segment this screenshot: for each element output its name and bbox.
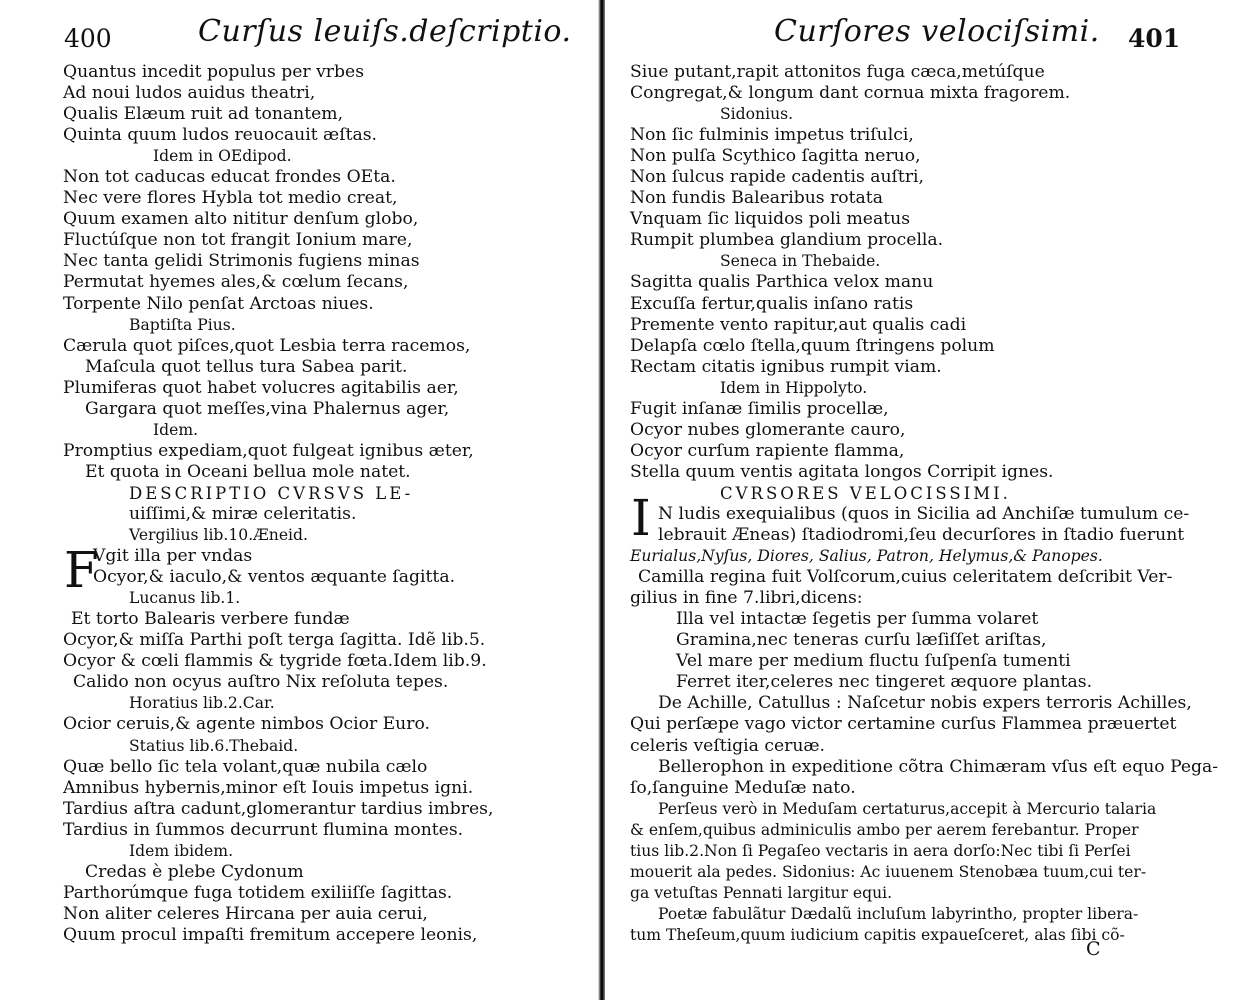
text-line: Nec vere flores Hybla tot medio creat, [63,188,398,209]
text-line: & enſem,quibus adminiculis ambo per aerem ferebantur. Proper [630,820,1139,839]
text-line: Calido non ocyus auſtro Nix reſoluta tepes. [73,672,449,693]
text-line: ga vetuſtas Pennati largitur equi. [630,883,893,902]
text-line: Quum procul impaſti fremitum accepere leonis, [63,924,478,945]
left-page [0,0,600,1000]
text-line: Credas è plebe Cydonum [85,861,304,882]
text-line: Torpente Nilo penſat Arctoas niues. [63,293,374,314]
text-line: Fluctúſque non tot frangit Ionium mare, [63,230,413,251]
text-line: Non fundis Balearibus rotata [630,188,883,209]
left-header [0,14,600,64]
text-line: Non pulſa Scythico ſagitta neruo, [630,146,921,167]
text-line: Rectam citatis ignibus rumpit viam. [630,356,942,377]
source-heading: Lucanus lib.1. [129,589,241,608]
text-line: Vel mare per medium fluctu ſuſpenſa tumenti [676,651,1071,672]
text-line: Quæ bello ſic tela volant,quæ nubila cælo [63,756,428,777]
source-heading: Idem in Hippolyto. [720,378,868,397]
text-line: Non aliter celeres Hircana per auia cerui, [63,903,428,924]
text-line: Non tot caducas educat frondes OEta. [63,167,396,188]
source-heading: Baptiſta Pius. [129,315,236,334]
text-line: Ferret iter,celeres nec tingeret æquore plantas. [676,672,1093,693]
text-line: Ocyor curſum rapiente flamma, [630,440,905,461]
text-line: Premente vento rapitur,aut qualis cadi [630,314,967,335]
text-line: Stella quum ventis agitata longos Corripit ignes. [630,461,1054,482]
text-line: celeris veſtigia ceruæ. [630,735,826,756]
text-line: Maſcula quot tellus tura Sabea parit. [85,356,408,377]
text-line: Qualis Elæum ruit ad tonantem, [63,104,344,125]
text-line: Ocyor & cœli flammis & tygride fœta.Idem lib.9. [63,651,487,672]
book-gutter [598,0,605,1000]
text-line: Illa vel intactæ ſegetis per ſumma volaret [676,609,1039,630]
text-line: Rumpit plumbea glandium procella. [630,230,944,251]
text-line: Eurialus,Nyſus, Diores, Salius, Patron, Helymus,& Panopes. [630,547,1103,566]
section-heading: DESCRIPTIO CVRSVS LE- [129,483,414,503]
text-line: Ad noui ludos auidus theatri, [63,83,316,104]
source-heading: Idem ibidem. [129,841,234,860]
source-heading: Vergilius lib.10.Æneid. [129,526,308,545]
text-line: Gramina,nec teneras curſu læſiſſet ariſtas, [676,630,1047,651]
text-line: De Achille, Catullus : Naſcetur nobis expers terroris Achilles, [658,693,1192,714]
text-line: tum Theſeum,quum iudicium capitis expaueſceret, alas ſibi cõ- [630,925,1125,944]
right-page-number: 401 [1128,24,1181,53]
text-line: Qui perſæpe vago victor certamine curſus Flammea præuertet [630,714,1177,735]
text-line: Perſeus verò in Meduſam certaturus,accepit à Mercurio talaria [658,799,1157,818]
text-line: Siue putant,rapit attonitos fuga cæca,metúſque [630,62,1045,82]
right-header [606,14,1235,64]
section-heading-cont: uiſſimi,& miræ celeritatis. [129,503,357,524]
text-line: Ocior ceruis,& agente nimbos Ocior Euro. [63,714,430,735]
text-line: Camilla regina fuit Volſcorum,cuius celeritatem deſcribit Ver- [638,567,1173,588]
text-line: Excuſſa fertur,qualis inſano ratis [630,293,914,314]
text-line: mouerit ala pedes. Sidonius: Ac iuuenem Stenobæa tuum,cui ter- [630,862,1147,881]
drop-cap-right: I [631,489,651,547]
text-line: lebrauit Æneas) ſtadiodromi,ſeu decurſores in ſtadio fuerunt [658,525,1185,546]
text-line: gilius in fine 7.libri,dicens: [630,588,863,609]
text-line: Quantus incedit populus per vrbes [63,62,365,82]
right-running-head: Curſores velociſsimi. [774,14,1100,49]
text-line: Tardius in ſummos decurrunt flumina montes. [63,819,464,840]
text-line: N ludis exequialibus (quos in Sicilia ad Anchiſæ tumulum ce- [658,503,1190,524]
text-line: Delapſa cœlo ſtella,quum ſtringens polum [630,335,995,356]
right-text-block [630,62,1219,946]
text-line: Et torto Balearis verbere fundæ [71,609,350,630]
text-line: Congregat,& longum dant cornua mixta fragorem. [630,83,1071,104]
text-line: ſo,ſanguine Meduſæ nato. [630,777,856,798]
text-line: Quum examen alto nititur denſum globo, [63,209,419,230]
source-heading: Idem. [153,420,199,439]
text-line: Gargara quot meſſes,vina Phalernus ager, [85,398,450,419]
text-line: Amnibus hybernis,minor eſt Iouis impetus igni. [63,777,474,798]
text-line: Ocyor,& iaculo,& ventos æquante ſagitta. [93,567,456,588]
text-line: tius lib.2.Non ſi Pegaſeo vectaris in aera dorſo:Nec tibi ſi Perſei [630,841,1131,860]
text-line: Sagitta qualis Parthica velox manu [630,272,934,293]
text-line: Non ſic fulminis impetus triſulci, [630,125,914,146]
source-heading: Seneca in Thebaide. [720,252,881,271]
drop-cap-left: F [64,541,99,599]
text-line: Parthorúmque fuga totidem exiliiſſe ſagittas. [63,882,453,903]
text-line: Vnquam ſic liquidos poli meatus [630,209,911,230]
text-line: Promptius expediam,quot fulgeat ignibus æter, [63,440,474,461]
text-line: Tardius aſtra cadunt,glomerantur tardius imbres, [63,798,494,819]
text-line: Permutat hyemes ales,& cœlum ſecans, [63,272,409,293]
catchword: C [1086,938,1101,960]
left-page-number: 400 [64,24,112,53]
section-heading: CVRSORES VELOCISSIMI. [720,483,1011,503]
text-line: Bellerophon in expeditione cõtra Chimæram vſus eſt equo Pega- [658,756,1219,777]
right-page [606,0,1235,1000]
text-line: Cærula quot piſces,quot Lesbia terra racemos, [63,335,471,356]
text-line: Et quota in Oceani bellua mole natet. [85,461,411,482]
text-line: Nec tanta gelidi Strimonis fugiens minas [63,251,420,272]
text-line: Plumiferas quot habet volucres agitabilis aer, [63,377,459,398]
text-line: Ocyor,& miſſa Parthi poſt terga ſagitta. Idẽ lib.5. [63,630,486,651]
text-line: Poetæ fabulãtur Dædalũ incluſum labyrintho, propter libera- [658,904,1139,923]
text-line: Quinta quum ludos reuocauit æſtas. [63,125,378,146]
left-text-block [63,62,583,946]
source-heading: Sidonius. [720,105,794,124]
source-heading: Horatius lib.2.Car. [129,694,275,713]
text-line: Non ſulcus rapide cadentis auſtri, [630,167,924,188]
text-line: Ocyor nubes glomerante cauro, [630,419,906,440]
left-running-head: Curſus leuiſs.deſcriptio. [198,14,572,49]
source-heading: Idem in OEdipod. [153,147,292,166]
text-line: Fugit inſanæ ſimilis procellæ, [630,398,889,419]
source-heading: Statius lib.6.Thebaid. [129,736,299,755]
text-line: Vgit illa per vndas [93,546,253,567]
